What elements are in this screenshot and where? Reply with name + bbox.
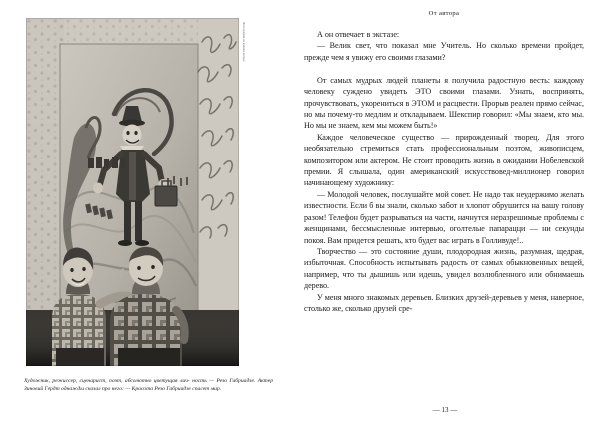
paragraph: Каждое человеческое существо — прирожденный творец. Для этого необязательно стремиться стать профессиональным поэтом, живописцем, композитором или актером. Не стоит проводить жизнь в ожидании Нобелевской премии. Я слышала, один американский искусствовед-миллионер говорил начинающему художнику: <box>304 132 584 188</box>
archive-photograph <box>26 18 239 366</box>
photo-block <box>26 18 246 368</box>
running-head: От автора <box>428 10 460 17</box>
page-number: — 13 — <box>432 406 458 414</box>
photograph-image <box>26 18 239 366</box>
paragraph: А он отвечает в экстазе: <box>317 30 400 39</box>
paragraph: — Молодой человек, послушайте мой совет. Не надо так неудержимо желать известности. Если б вы знали, сколько забот и хлопот обрушится на вашу голову разом! Телефон будет разрываться на части, начнутся неразрешимые проблемы с женщинами, бессмысленные интервью, оголтелые папарацци — ни секунды покоя. Вам придется решать, кто будет вас играть в Голливуде!.. <box>304 189 584 245</box>
verso-page <box>0 0 290 431</box>
caption-line-1: Художник, режиссер, сценарист, поэт, абсолютно цветущая лич- <box>24 378 190 384</box>
recto-page <box>290 0 600 431</box>
paragraph: — Велик свет, что показал мне Учитель. Но сколько времени пройдет, прежде чем я увижу его своими глазами? <box>304 41 584 62</box>
body-text <box>304 29 584 315</box>
caption-line-3: — Красота Резо Габриадзе спасет мир. <box>125 386 222 393</box>
paragraph: У меня много знакомых деревьев. Близких друзей-деревьев у меня, наверное, столько же, сколько друзей сре- <box>304 292 584 314</box>
paragraph: От самых мудрых людей планеты я получила радостную весть: каждому человеку суждено увидеть ЭТО своими глазами. Узнать, воспринять, прочувствовать, укорениться в ЭТОМ и расцвести. Прорыв реален прямо сейчас, но мы почему-то медлим и откладываем. Шекспир говорил: «Мы знаем, кто мы. Но мы не знаем, кем мы можем быть!» <box>304 75 584 131</box>
photo-credit-vertical: Фотография из архива автора <box>242 22 246 62</box>
photo-caption <box>24 377 273 393</box>
paragraph: Творчество — это состояние души, плодородная жизнь, разумная, щедрая, избыточная. Способность испытывать радость от самых обыкновенных вещей, например, что ты дышишь или идешь, увидел возлюбленного или обнимаешь дерево. <box>304 246 584 291</box>
caption-line-2: ность — Резо Габриадзе. Актер Зиновий Гердт однажды сказал про него: <box>24 378 274 393</box>
